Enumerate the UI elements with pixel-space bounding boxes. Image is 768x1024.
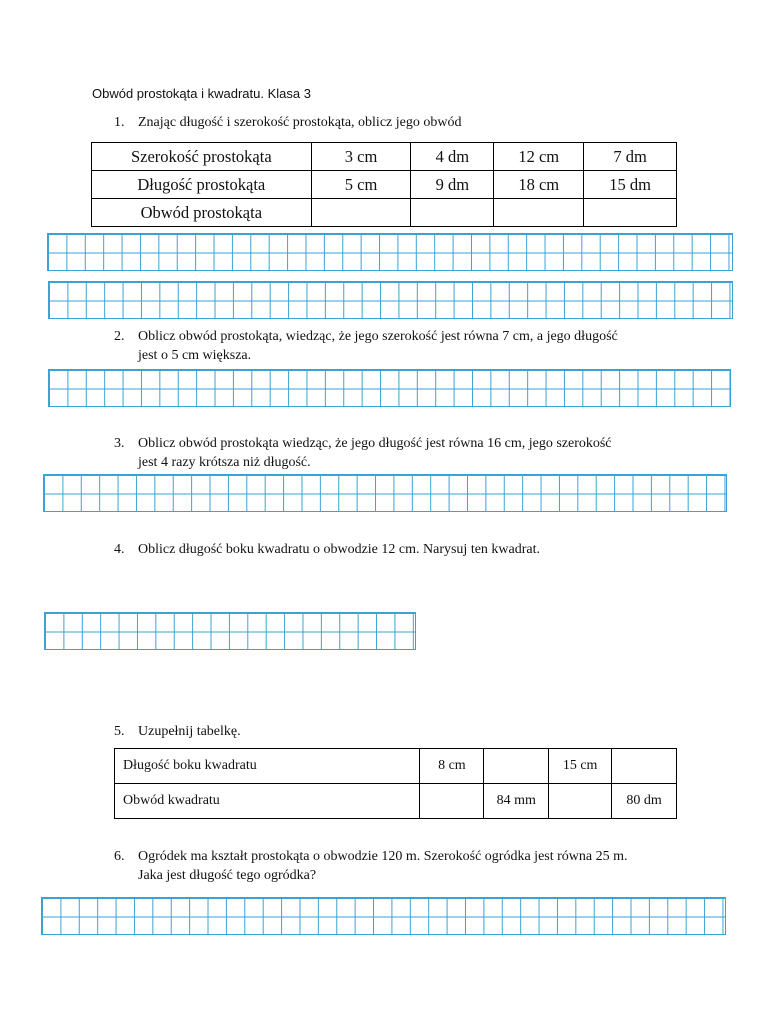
task-3 bbox=[114, 434, 714, 474]
task-text: Ogródek ma kształt prostokąta o obwodzie 120 m. Szerokość ogródka jest równa 25 m. bbox=[138, 849, 628, 864]
answer-cell[interactable] bbox=[311, 199, 411, 227]
table-cell: 8 cm bbox=[420, 749, 484, 784]
task-number: 4. bbox=[114, 542, 125, 557]
task-number: 2. bbox=[114, 329, 125, 344]
row-label: Długość prostokąta bbox=[92, 171, 312, 199]
row-label: Długość boku kwadratu bbox=[115, 749, 420, 784]
task-text: jest 4 razy krótsza niż długość. bbox=[138, 455, 311, 470]
task-number: 3. bbox=[114, 436, 125, 451]
table-row bbox=[92, 143, 677, 171]
table-row bbox=[92, 171, 677, 199]
answer-cell[interactable] bbox=[420, 784, 484, 819]
answer-grid[interactable] bbox=[44, 612, 416, 650]
table-cell: 7 dm bbox=[584, 143, 677, 171]
page-title: Obwód prostokąta i kwadratu. Klasa 3 bbox=[92, 86, 311, 101]
answer-grid[interactable] bbox=[48, 281, 733, 319]
table-cell: 3 cm bbox=[311, 143, 411, 171]
table-cell: 15 cm bbox=[549, 749, 612, 784]
row-label: Szerokość prostokąta bbox=[92, 143, 312, 171]
answer-cell[interactable] bbox=[494, 199, 584, 227]
answer-grid[interactable] bbox=[41, 897, 726, 935]
task-text: Znając długość i szerokość prostokąta, oblicz jego obwód bbox=[138, 115, 462, 130]
rectangle-perimeter-table bbox=[91, 142, 677, 227]
table-cell: 80 dm bbox=[612, 784, 677, 819]
task-text: Oblicz obwód prostokąta wiedząc, że jego długość jest równa 16 cm, jego szerokość bbox=[138, 436, 612, 451]
table-cell: 5 cm bbox=[311, 171, 411, 199]
row-label: Obwód prostokąta bbox=[92, 199, 312, 227]
answer-cell[interactable] bbox=[584, 199, 677, 227]
table-row bbox=[115, 784, 677, 819]
task-text: Uzupełnij tabelkę. bbox=[138, 724, 241, 739]
task-text: Oblicz obwód prostokąta, wiedząc, że jego szerokość jest równa 7 cm, a jego długość bbox=[138, 329, 618, 344]
task-number: 6. bbox=[114, 849, 125, 864]
table-cell: 15 dm bbox=[584, 171, 677, 199]
answer-cell[interactable] bbox=[612, 749, 677, 784]
table-cell: 9 dm bbox=[411, 171, 494, 199]
task-4 bbox=[114, 540, 714, 560]
answer-cell[interactable] bbox=[549, 784, 612, 819]
task-number: 1. bbox=[114, 115, 125, 130]
table-cell: 84 mm bbox=[484, 784, 549, 819]
table-cell: 4 dm bbox=[411, 143, 494, 171]
table-row bbox=[92, 199, 677, 227]
table-row bbox=[115, 749, 677, 784]
task-2 bbox=[114, 327, 714, 367]
answer-grid[interactable] bbox=[47, 233, 733, 271]
square-perimeter-table bbox=[114, 748, 677, 819]
answer-cell[interactable] bbox=[411, 199, 494, 227]
task-text: Oblicz długość boku kwadratu o obwodzie 12 cm. Narysuj ten kwadrat. bbox=[138, 542, 541, 557]
table-cell: 18 cm bbox=[494, 171, 584, 199]
answer-cell[interactable] bbox=[484, 749, 549, 784]
task-1 bbox=[114, 113, 674, 133]
row-label: Obwód kwadratu bbox=[115, 784, 420, 819]
task-text: Jaka jest długość tego ogródka? bbox=[138, 868, 317, 883]
answer-grid[interactable] bbox=[48, 369, 731, 407]
task-6 bbox=[114, 847, 714, 887]
task-text: jest o 5 cm większa. bbox=[138, 348, 252, 363]
answer-grid[interactable] bbox=[43, 474, 727, 512]
table-cell: 12 cm bbox=[494, 143, 584, 171]
task-number: 5. bbox=[114, 724, 125, 739]
task-5 bbox=[114, 722, 414, 742]
